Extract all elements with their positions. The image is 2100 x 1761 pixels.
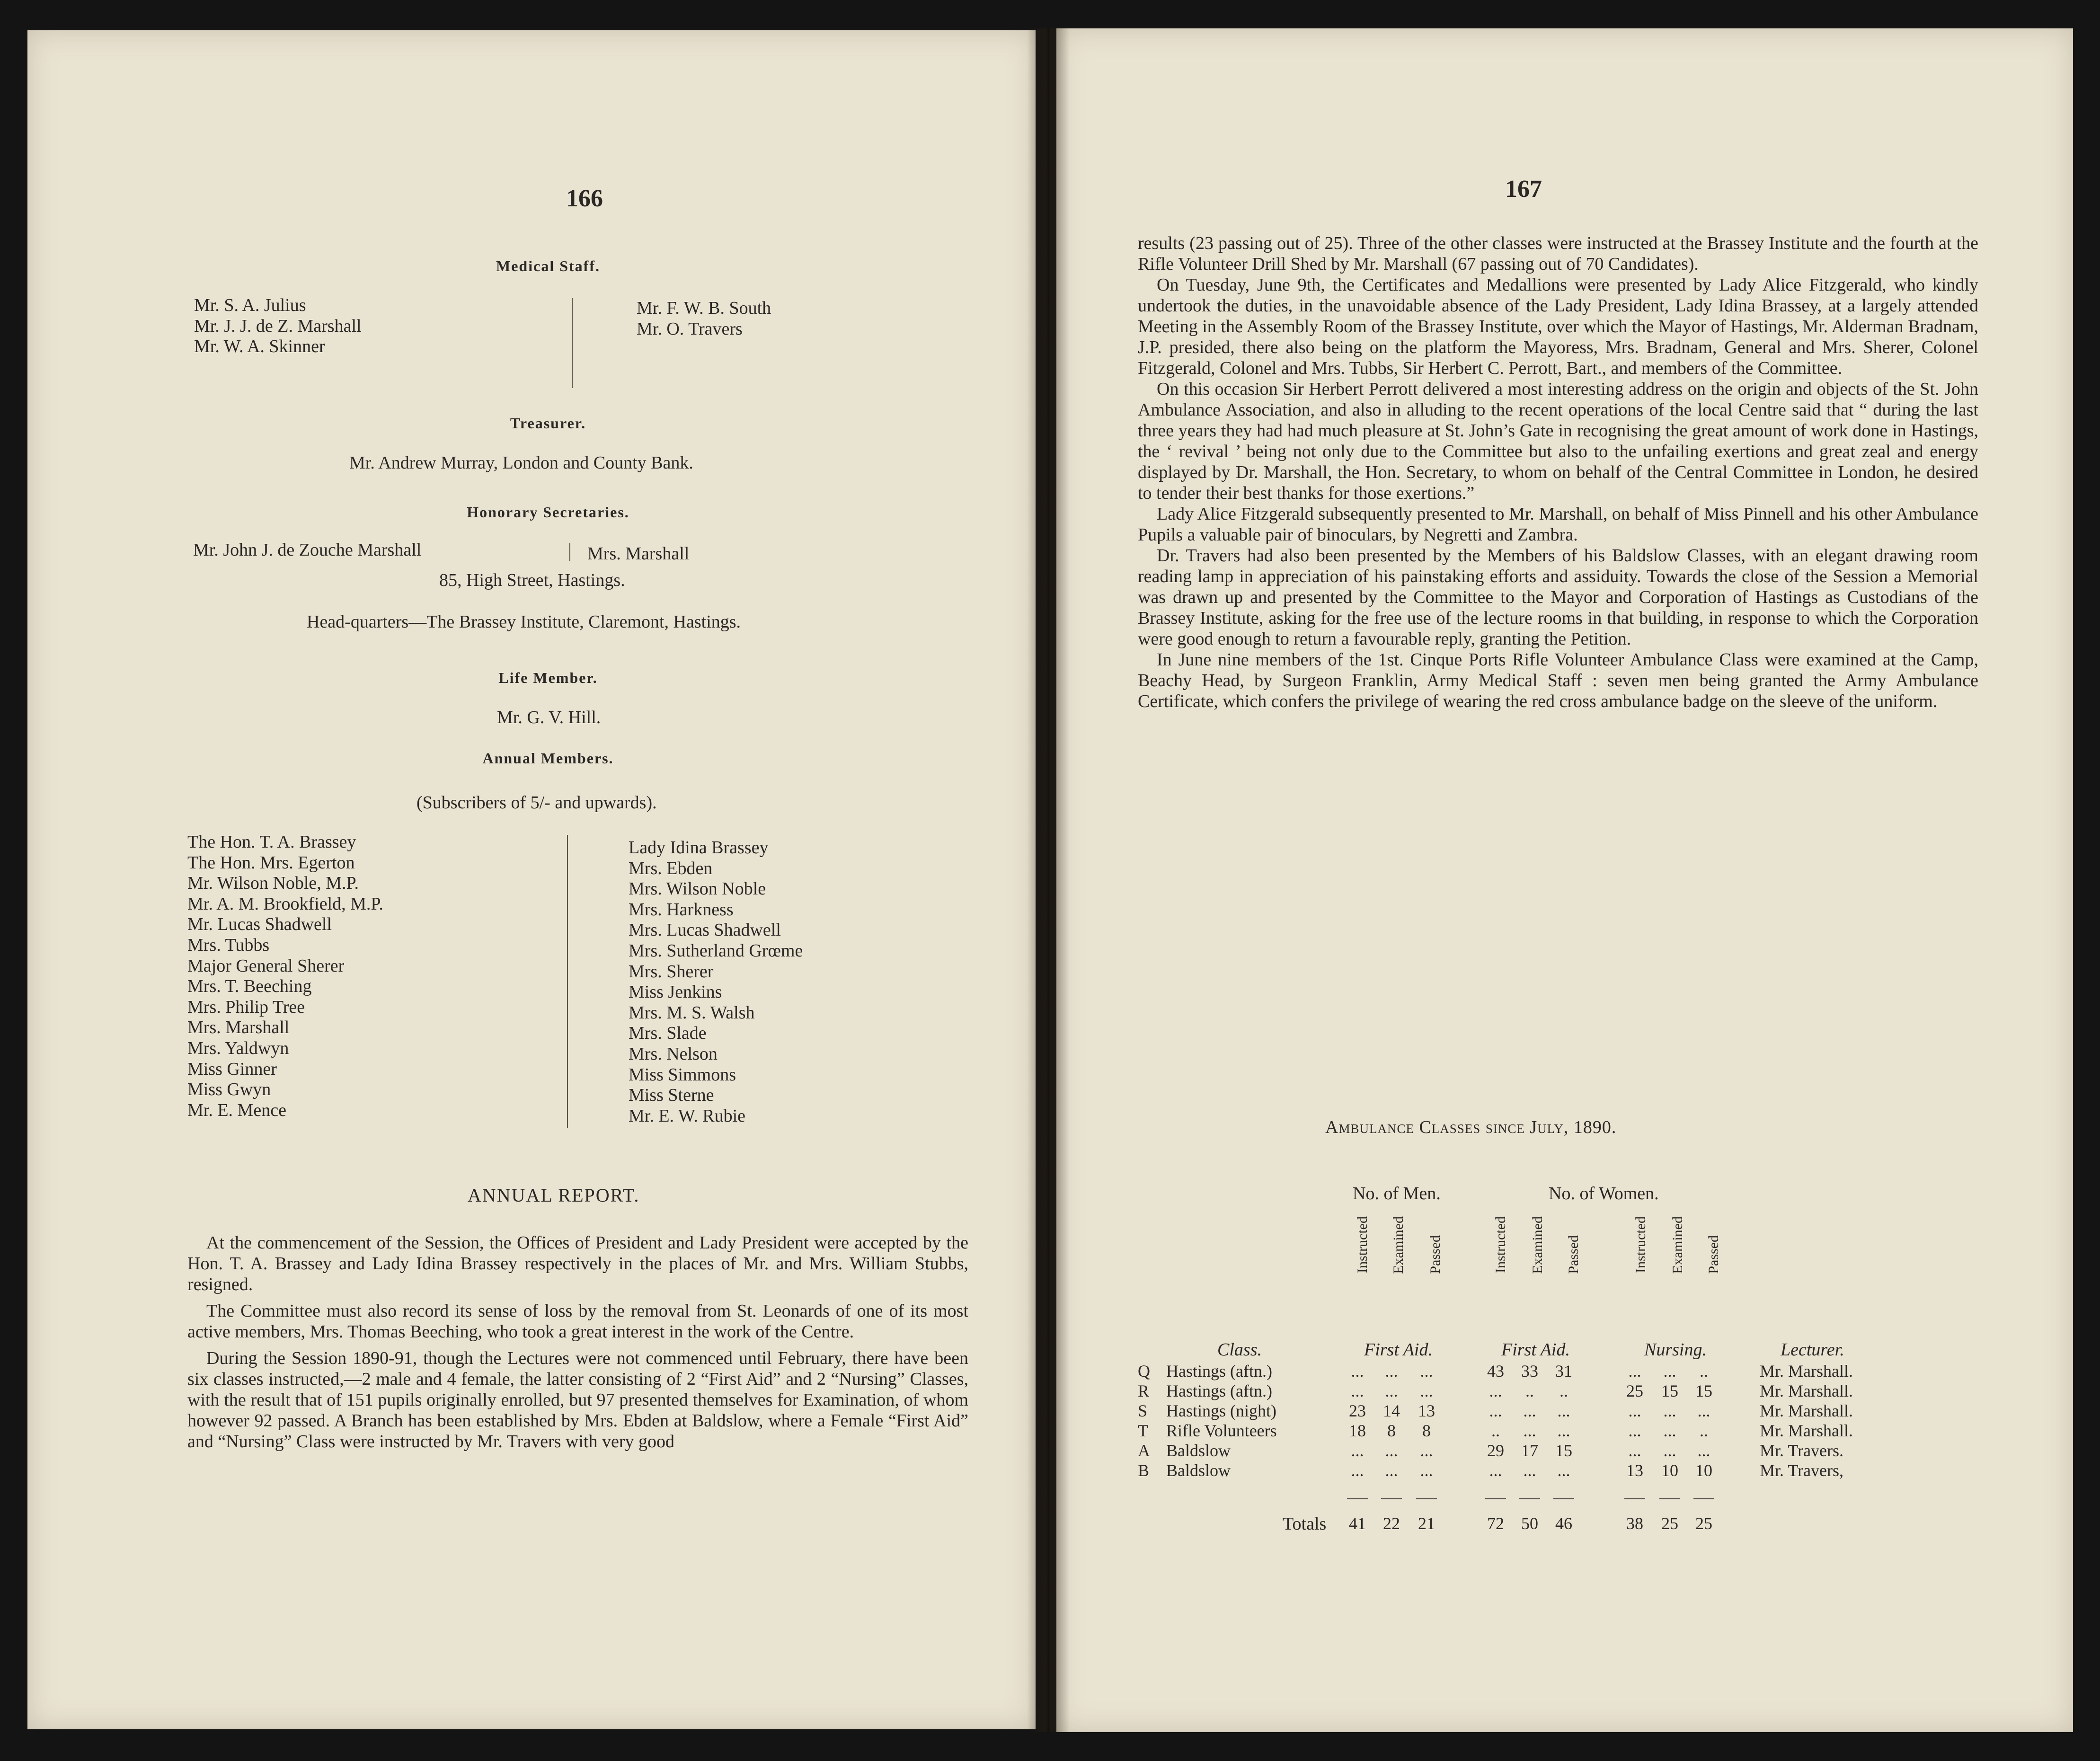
paragraph: At the commencement of the Session, the Offices of President and Lady President were accepted by the Hon. T. A. Brassey and Lady Idina Brassey respectively in the places of Mr. and Mrs. William Stubbs, resigned. [187, 1233, 968, 1294]
member-name: Mrs. Marshall [187, 1018, 290, 1038]
col-head-examined: Examined [1530, 1216, 1545, 1274]
report-continuation [1138, 233, 1978, 712]
row-value: 25 [1626, 1381, 1643, 1400]
row-lecturer: Mr. Marshall. [1760, 1421, 1853, 1440]
secretary-address: 85, High Street, Hastings. [439, 570, 625, 590]
row-letter: R [1138, 1381, 1150, 1400]
row-lecturer: Mr. Marshall. [1760, 1381, 1853, 1400]
staff-name: Mr. O. Travers [637, 319, 743, 339]
life-member-name: Mr. G. V. Hill. [497, 708, 601, 727]
col-head-passed: Passed [1566, 1235, 1581, 1274]
row-value: 33 [1521, 1362, 1538, 1380]
group-women: No. of Women. [1549, 1184, 1659, 1203]
row-value: 23 [1349, 1401, 1366, 1420]
row-value: ... [1663, 1421, 1676, 1440]
totals-label: Totals [1283, 1514, 1327, 1534]
member-name: The Hon. Mrs. Egerton [187, 852, 355, 873]
row-class-name: Hastings (aftn.) [1166, 1362, 1272, 1380]
row-value: ... [1351, 1362, 1364, 1380]
member-name: Lady Idina Brassey [629, 838, 769, 858]
rule-dash [1519, 1498, 1540, 1499]
row-value: ... [1697, 1441, 1710, 1460]
member-name: Mr. E. Mence [187, 1100, 286, 1120]
row-class-name: Hastings (aftn.) [1166, 1381, 1272, 1400]
row-value: ... [1385, 1381, 1398, 1400]
row-value: ... [1523, 1461, 1536, 1480]
row-value: ... [1420, 1381, 1433, 1400]
row-value: .. [1491, 1421, 1500, 1440]
col-head-examined: Examined [1670, 1216, 1685, 1274]
paragraph: Dr. Travers had also been presented by the Members of his Baldslow Classes, with an elegant drawing room reading lamp in appreciation of his painstaking efforts and assiduity. Towards the close of the Session a Memorial was drawn up and presented by the Committee to the Mayor and Corporation of Hastings as Custodians of the Brassey Institute, asking for the free use of the lecture rooms in that building, in response to which the Corporation were good enough to return a favourable reply, granting the Petition. [1138, 546, 1978, 649]
secretary-left: Mr. John J. de Zouche Marshall [193, 540, 422, 560]
lecturer-label: Lecturer. [1781, 1340, 1844, 1360]
treasurer-name: Mr. Andrew Murray, London and County Bank. [349, 453, 693, 473]
col-head-passed: Passed [1427, 1235, 1443, 1274]
row-value: 10 [1661, 1461, 1678, 1480]
member-name: Mrs. Slade [629, 1023, 707, 1044]
col-head-instructed: Instructed [1633, 1216, 1648, 1273]
row-value: ... [1557, 1461, 1570, 1480]
col-head-passed: Passed [1706, 1235, 1721, 1274]
row-letter: A [1138, 1441, 1150, 1460]
row-letter: S [1138, 1401, 1148, 1420]
row-class-name: Hastings (night) [1166, 1401, 1276, 1420]
member-name: Miss Simmons [629, 1064, 736, 1085]
staff-name: Mr. S. A. Julius [194, 295, 306, 315]
row-value: 10 [1695, 1461, 1712, 1480]
member-name: Major General Sherer [187, 956, 345, 976]
col-head-instructed: Instructed [1355, 1216, 1370, 1273]
row-value: 15 [1661, 1381, 1678, 1400]
paragraph: The Committee must also record its sense of loss by the removal from St. Leonards of one of its most active members, Mrs. Thomas Beeching, who took a great interest in the work of the Centre. [187, 1301, 968, 1342]
row-value: 14 [1383, 1401, 1400, 1420]
paragraph: In June nine members of the 1st. Cinque Ports Rifle Volunteer Ambulance Class were examined at the Camp, Beachy Head, by Surgeon Franklin, Army Medical Staff : seven men being granted the Army Ambulance Certificate, which confers the privilege of wearing the red cross ambulance badge on the sleeve of the uniform. [1138, 650, 1978, 711]
divider [569, 543, 570, 561]
row-value: 8 [1387, 1421, 1396, 1440]
row-value: 43 [1487, 1362, 1504, 1380]
row-value: .. [1559, 1381, 1568, 1400]
life-member-heading: Life Member. [498, 669, 598, 686]
total-value: 22 [1383, 1514, 1400, 1533]
member-name: Mrs. Lucas Shadwell [629, 920, 781, 940]
rule-dash [1553, 1498, 1574, 1499]
members-right-list [629, 838, 803, 1126]
member-name: Mrs. Sutherland Grœme [629, 940, 803, 961]
member-name: Mrs. Tubbs [187, 935, 270, 955]
member-name: Mrs. Yaldwyn [187, 1038, 289, 1058]
paragraph: During the Session 1890-91, though the Lectures were not commenced until February, there have been six classes instructed,—2 male and 4 female, the latter consisting of 2 “First Aid” and 2 “Nursing” Classes, with the result that of 151 pupils originally enrolled, but 97 presented themselves for Examination, of whom however 92 passed. A Branch has been established by Mrs. Ebden at Baldslow, where a Female “First Aid” and “Nursing” Class were instructed by Mr. Travers with very good [187, 1348, 968, 1451]
row-value: ... [1663, 1441, 1676, 1460]
members-left-list [187, 832, 383, 1121]
rule-dash [1693, 1498, 1714, 1499]
row-value: 17 [1521, 1441, 1538, 1460]
row-value: 18 [1349, 1421, 1366, 1440]
row-class-name: Rifle Volunteers [1166, 1421, 1277, 1440]
row-value: ... [1697, 1401, 1710, 1420]
total-value: 21 [1418, 1514, 1435, 1533]
page-number: 166 [566, 185, 603, 212]
member-name: The Hon. T. A. Brassey [187, 832, 356, 852]
subhead-first-aid-women: First Aid. [1501, 1340, 1570, 1360]
row-letter: Q [1138, 1362, 1150, 1380]
row-value: 31 [1555, 1362, 1572, 1380]
row-value: ... [1628, 1421, 1641, 1440]
row-lecturer: Mr. Travers. [1760, 1441, 1844, 1460]
row-class-name: Baldslow [1166, 1461, 1231, 1480]
member-name: Mrs. Harkness [629, 899, 734, 920]
row-value: ... [1523, 1421, 1536, 1440]
medical-staff-left [194, 295, 362, 357]
rule-dash [1416, 1498, 1437, 1499]
member-name: Mrs. Nelson [629, 1044, 718, 1064]
table-title: Ambulance Classes since July, 1890. [1325, 1117, 1617, 1137]
class-label: Class. [1217, 1340, 1262, 1360]
row-value: ... [1385, 1461, 1398, 1480]
row-value: ... [1489, 1401, 1502, 1420]
member-name: Mr. A. M. Brookfield, M.P. [187, 894, 383, 914]
row-value: ... [1628, 1401, 1641, 1420]
treasurer-heading: Treasurer. [510, 415, 586, 432]
book-gutter [1027, 28, 1070, 1732]
row-value: ... [1420, 1441, 1433, 1460]
row-value: ... [1663, 1362, 1676, 1380]
annual-members-heading: Annual Members. [482, 750, 614, 767]
row-value: 8 [1422, 1421, 1431, 1440]
total-value: 46 [1555, 1514, 1572, 1533]
row-value: ... [1385, 1441, 1398, 1460]
member-name: Mrs. M. S. Walsh [629, 1002, 755, 1023]
subhead-first-aid-men: First Aid. [1364, 1340, 1433, 1360]
row-letter: T [1138, 1421, 1148, 1440]
member-name: Miss Sterne [629, 1085, 714, 1106]
row-value: ... [1557, 1421, 1570, 1440]
row-value: 29 [1487, 1441, 1504, 1460]
member-name: Mrs. Ebden [629, 858, 713, 878]
paragraph: results (23 passing out of 25). Three of the other classes were instructed at the Brassey Institute and the fourth at the Rifle Volunteer Drill Shed by Mr. Marshall (67 passing out of 70 Candidates). [1138, 233, 1978, 274]
total-value: 72 [1487, 1514, 1504, 1533]
annual-report-heading: ANNUAL REPORT. [468, 1185, 640, 1206]
row-value: ... [1385, 1362, 1398, 1380]
row-value: ... [1628, 1441, 1641, 1460]
rule-dash [1485, 1498, 1506, 1499]
row-value: .. [1700, 1421, 1708, 1440]
row-value: ... [1628, 1362, 1641, 1380]
member-name: Mrs. Sherer [629, 961, 714, 982]
staff-name: Mr. W. A. Skinner [194, 336, 325, 357]
rule-dash [1659, 1498, 1680, 1499]
row-lecturer: Mr. Marshall. [1760, 1362, 1853, 1380]
member-name: Miss Jenkins [629, 982, 722, 1002]
left-page [27, 30, 1036, 1729]
paragraph: On this occasion Sir Herbert Perrott delivered a most interesting address on the origin and objects of the St. John Ambulance Association, and also in alluding to the recent operations of the local Centre said that “ during the last three years they had had much pleasure at St. John’s Gate in recognising the great amount of work done in Hastings, the ‘ revival ’ being not only due to the Committee but also to the unfailing exertions and great zeal and energy displayed by Dr. Marshall, the Hon. Secretary, to whom on behalf of the Central Committee in London, he desired to tender their best thanks for those exertions.” [1138, 379, 1978, 503]
honorary-secretaries-heading: Honorary Secretaries. [467, 504, 629, 521]
right-page [1056, 28, 2073, 1732]
paragraph: Lady Alice Fitzgerald subsequently presented to Mr. Marshall, on behalf of Miss Pinnell and his other Ambulance Pupils a valuable pair of binoculars, by Negretti and Zambra. [1138, 504, 1978, 545]
member-name: Mrs. Philip Tree [187, 997, 305, 1017]
staff-name: Mr. F. W. B. South [637, 298, 771, 318]
rule-dash [1347, 1498, 1368, 1499]
member-name: Mr. E. W. Rubie [629, 1106, 746, 1126]
total-value: 25 [1695, 1514, 1712, 1533]
row-value: ... [1351, 1441, 1364, 1460]
row-lecturer: Mr. Travers, [1760, 1461, 1844, 1480]
row-value: ... [1489, 1461, 1502, 1480]
row-value: 13 [1626, 1461, 1643, 1480]
rule-dash [1624, 1498, 1645, 1499]
row-class-name: Baldslow [1166, 1441, 1231, 1460]
row-value: .. [1700, 1362, 1708, 1380]
total-value: 25 [1661, 1514, 1678, 1533]
member-name: Mrs. T. Beeching [187, 976, 312, 997]
row-value: ... [1420, 1461, 1433, 1480]
headquarters: Head-quarters—The Brassey Institute, Claremont, Hastings. [307, 612, 741, 632]
row-value: 13 [1418, 1401, 1435, 1420]
divider [572, 298, 573, 388]
row-value: ... [1420, 1362, 1433, 1380]
page-number: 167 [1505, 176, 1542, 203]
staff-name: Mr. J. J. de Z. Marshall [194, 316, 362, 336]
row-value: ... [1351, 1381, 1364, 1400]
total-value: 41 [1349, 1514, 1366, 1533]
group-men: No. of Men. [1353, 1184, 1441, 1203]
annual-report-body [187, 1232, 968, 1452]
subhead-nursing: Nursing. [1644, 1340, 1707, 1360]
member-name: Miss Ginner [187, 1059, 277, 1079]
divider [567, 835, 568, 1128]
row-value: ... [1557, 1401, 1570, 1420]
col-head-examined: Examined [1391, 1216, 1406, 1274]
member-name: Mr. Lucas Shadwell [187, 914, 332, 935]
row-letter: B [1138, 1461, 1150, 1480]
row-value: ... [1663, 1401, 1676, 1420]
medical-staff-right [637, 298, 771, 339]
total-value: 38 [1626, 1514, 1643, 1533]
col-head-instructed: Instructed [1493, 1216, 1508, 1273]
total-value: 50 [1521, 1514, 1538, 1533]
row-value: ... [1489, 1381, 1502, 1400]
member-name: Mr. Wilson Noble, M.P. [187, 873, 359, 894]
row-value: 15 [1555, 1441, 1572, 1460]
rule-dash [1381, 1498, 1402, 1499]
row-lecturer: Mr. Marshall. [1760, 1401, 1853, 1420]
paragraph: On Tuesday, June 9th, the Certificates and Medallions were presented by Lady Alice Fitzgerald, who kindly undertook the duties, in the unavoidable absence of the Lady President, Lady Idina Brassey, at a largely attended Meeting in the Assembly Room of the Brassey Institute, over which the Mayor of Hastings, Mr. Alderman Bradnam, J.P. presided, there also being on the platform the Mayoress, Mrs. Bradnam, General and Mrs. Sherer, Colonel Fitzgerald, Colonel and Mrs. Tubbs, Sir Herbert C. Perrott, Bart., and members of the Committee. [1138, 275, 1978, 378]
medical-staff-heading: Medical Staff. [496, 257, 600, 274]
row-value: .. [1525, 1381, 1534, 1400]
row-value: 15 [1695, 1381, 1712, 1400]
secretary-right: Mrs. Marshall [587, 544, 690, 564]
member-name: Miss Gwyn [187, 1080, 271, 1100]
row-value: ... [1523, 1401, 1536, 1420]
member-name: Mrs. Wilson Noble [629, 879, 766, 899]
annual-members-subtitle: (Subscribers of 5/- and upwards). [416, 793, 657, 813]
row-value: ... [1351, 1461, 1364, 1480]
